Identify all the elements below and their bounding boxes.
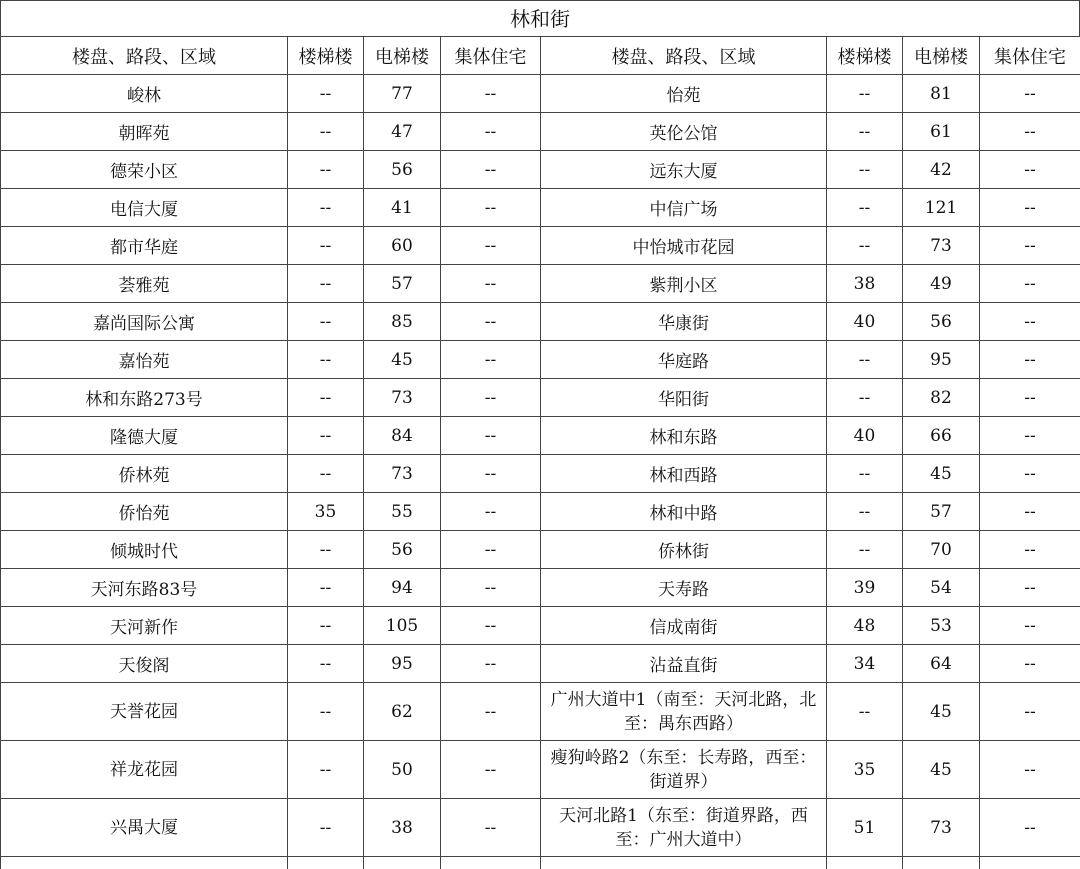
table-row [1, 493, 1080, 531]
table-cell: -- [441, 531, 541, 569]
header-cell: 楼盘、路段、区域 [541, 37, 827, 75]
table-cell: 广州大道中1（南至：天河北路，北至：禺东西路） [541, 683, 827, 741]
table-row [1, 799, 1080, 857]
table-cell: 朝晖苑 [1, 113, 288, 151]
table-cell: 英伦公馆 [541, 113, 827, 151]
table-cell: 57 [364, 265, 441, 303]
table-cell: 82 [903, 379, 980, 417]
table-cell: -- [980, 189, 1080, 227]
table-title: 林和街 [0, 0, 1080, 36]
table-cell: -- [980, 607, 1080, 645]
table-cell: -- [827, 151, 903, 189]
table-cell: 峻林 [1, 75, 288, 113]
table-cell [903, 857, 980, 869]
header-cell: 集体住宅 [980, 37, 1080, 75]
table-cell: -- [441, 189, 541, 227]
table-cell: -- [980, 265, 1080, 303]
table-cell: 倾城时代 [1, 531, 288, 569]
table-cell: 73 [903, 227, 980, 265]
table-cell: -- [980, 417, 1080, 455]
table-cell: 56 [364, 151, 441, 189]
header-cell: 楼盘、路段、区域 [1, 37, 288, 75]
table-cell: -- [441, 799, 541, 857]
table-cell: 天河东路83号 [1, 569, 288, 607]
table-cell: 61 [903, 113, 980, 151]
table-cell: 73 [364, 379, 441, 417]
table-row [1, 151, 1080, 189]
table-cell: 侨怡苑 [1, 493, 288, 531]
table-cell: 62 [364, 683, 441, 741]
table-cell: 121 [903, 189, 980, 227]
header-cell: 电梯楼 [903, 37, 980, 75]
header-cell: 集体住宅 [441, 37, 541, 75]
table-cell: 40 [827, 417, 903, 455]
table-row [1, 113, 1080, 151]
table-cell [441, 857, 541, 869]
table-cell: 中信广场 [541, 189, 827, 227]
table-cell: -- [980, 379, 1080, 417]
table-cell: -- [980, 683, 1080, 741]
table-cell: -- [980, 799, 1080, 857]
table-cell: 怡苑 [541, 75, 827, 113]
table-cell: 紫荆小区 [541, 265, 827, 303]
table-cell: -- [827, 683, 903, 741]
table-cell: -- [980, 455, 1080, 493]
table-cell: -- [288, 645, 364, 683]
header-cell: 电梯楼 [364, 37, 441, 75]
table-cell: -- [288, 683, 364, 741]
table-cell: 85 [364, 303, 441, 341]
table-cell: -- [980, 741, 1080, 799]
table-cell: 54 [903, 569, 980, 607]
table-cell: -- [827, 455, 903, 493]
table-cell: -- [980, 341, 1080, 379]
table-cell: 95 [364, 645, 441, 683]
table-cell: 天寿路 [541, 569, 827, 607]
table-row [1, 75, 1080, 113]
table-cell: -- [441, 683, 541, 741]
table-cell: -- [441, 379, 541, 417]
table-cell: 73 [364, 455, 441, 493]
housing-table [0, 36, 1080, 869]
table-cell: 电信大厦 [1, 189, 288, 227]
table-cell: 60 [364, 227, 441, 265]
table-cell: 55 [364, 493, 441, 531]
table-cell: -- [980, 113, 1080, 151]
table-cell: -- [827, 379, 903, 417]
table-row [1, 265, 1080, 303]
table-cell: -- [288, 531, 364, 569]
table-cell: -- [288, 455, 364, 493]
table-cell: 45 [903, 455, 980, 493]
table-row [1, 417, 1080, 455]
table-cell: -- [441, 607, 541, 645]
table-cell: -- [441, 455, 541, 493]
table-cell: -- [441, 417, 541, 455]
table-cell: 57 [903, 493, 980, 531]
table-cell: 56 [903, 303, 980, 341]
table-cell: 53 [903, 607, 980, 645]
table-cell: -- [980, 75, 1080, 113]
table-cell: -- [288, 113, 364, 151]
table-cell: -- [441, 227, 541, 265]
table-cell: -- [827, 113, 903, 151]
table-cell: 华康街 [541, 303, 827, 341]
header-cell: 楼梯楼 [288, 37, 364, 75]
table-cell: 远东大厦 [541, 151, 827, 189]
table-cell: -- [441, 303, 541, 341]
table-cell: 信成南街 [541, 607, 827, 645]
table-cell: 94 [364, 569, 441, 607]
table-cell: -- [980, 151, 1080, 189]
table-body [1, 75, 1080, 869]
header-row [1, 37, 1080, 75]
table-cell: -- [288, 151, 364, 189]
table-cell: -- [980, 569, 1080, 607]
table-cell: -- [288, 227, 364, 265]
table-cell: 德荣小区 [1, 151, 288, 189]
table-row-partial [1, 857, 1080, 869]
table-cell: 105 [364, 607, 441, 645]
table-cell: -- [827, 189, 903, 227]
table-row [1, 531, 1080, 569]
table-cell: 侨林苑 [1, 455, 288, 493]
table-cell: 祥龙花园 [1, 741, 288, 799]
table-cell: -- [288, 607, 364, 645]
table-cell: -- [288, 417, 364, 455]
table-cell: -- [441, 645, 541, 683]
table-cell: -- [288, 265, 364, 303]
table-cell [1, 857, 288, 869]
table-cell: 侨林街 [541, 531, 827, 569]
table-cell: 49 [903, 265, 980, 303]
table-cell: 嘉怡苑 [1, 341, 288, 379]
table-cell: 40 [827, 303, 903, 341]
header-cell: 楼梯楼 [827, 37, 903, 75]
table-cell: 华庭路 [541, 341, 827, 379]
table-cell: 50 [364, 741, 441, 799]
table-row [1, 189, 1080, 227]
table-cell: 39 [827, 569, 903, 607]
table-cell: 81 [903, 75, 980, 113]
table-cell: -- [980, 227, 1080, 265]
table-cell: -- [980, 645, 1080, 683]
table-cell: -- [441, 113, 541, 151]
table-cell: -- [441, 341, 541, 379]
table-cell: -- [441, 151, 541, 189]
table-cell: 64 [903, 645, 980, 683]
table-cell: -- [980, 303, 1080, 341]
table-cell: -- [288, 303, 364, 341]
table-cell: 34 [827, 645, 903, 683]
table-cell: 56 [364, 531, 441, 569]
table-row [1, 303, 1080, 341]
table-cell: 天俊阁 [1, 645, 288, 683]
table-cell: 45 [903, 683, 980, 741]
table-cell: 隆德大厦 [1, 417, 288, 455]
table-cell: -- [441, 569, 541, 607]
table-cell: 84 [364, 417, 441, 455]
table-row [1, 379, 1080, 417]
table-cell: 林和中路 [541, 493, 827, 531]
table-cell: -- [827, 75, 903, 113]
table-cell: -- [441, 75, 541, 113]
table-cell: -- [288, 75, 364, 113]
table-row [1, 455, 1080, 493]
table-cell: 瘦狗岭路2（东至：长寿路，西至：街道界） [541, 741, 827, 799]
table-cell: 48 [827, 607, 903, 645]
table-cell: 95 [903, 341, 980, 379]
table-cell: -- [827, 531, 903, 569]
table-cell: 35 [288, 493, 364, 531]
table-cell: 林和东路273号 [1, 379, 288, 417]
table-cell: 66 [903, 417, 980, 455]
table-cell: 天誉花园 [1, 683, 288, 741]
table-cell: -- [827, 227, 903, 265]
table-cell [288, 857, 364, 869]
table-cell: 中怡城市花园 [541, 227, 827, 265]
table-cell: -- [827, 341, 903, 379]
table-cell: 荟雅苑 [1, 265, 288, 303]
table-cell [827, 857, 903, 869]
table-cell: 天河新作 [1, 607, 288, 645]
table-cell: -- [288, 379, 364, 417]
table-cell: 73 [903, 799, 980, 857]
table-cell: -- [980, 531, 1080, 569]
table-cell: 华阳街 [541, 379, 827, 417]
table-cell: 45 [903, 741, 980, 799]
table-cell: 38 [827, 265, 903, 303]
table-cell [980, 857, 1080, 869]
table-cell: 林和东路 [541, 417, 827, 455]
table-cell: -- [980, 493, 1080, 531]
table-row [1, 645, 1080, 683]
table-row [1, 683, 1080, 741]
table-cell: 林和西路 [541, 455, 827, 493]
table-cell: -- [441, 265, 541, 303]
table-cell: 77 [364, 75, 441, 113]
table-cell: -- [441, 493, 541, 531]
table-cell: 47 [364, 113, 441, 151]
table-row [1, 569, 1080, 607]
table-cell: 35 [827, 741, 903, 799]
table-cell [364, 857, 441, 869]
table-cell: 41 [364, 189, 441, 227]
table-cell: -- [288, 741, 364, 799]
table-cell: 嘉尚国际公寓 [1, 303, 288, 341]
table-row [1, 607, 1080, 645]
table-cell: -- [827, 493, 903, 531]
table-row [1, 341, 1080, 379]
table-cell: 42 [903, 151, 980, 189]
table-cell: 45 [364, 341, 441, 379]
table-cell: 70 [903, 531, 980, 569]
table-cell: -- [288, 341, 364, 379]
table-cell: -- [288, 799, 364, 857]
table-cell: -- [441, 741, 541, 799]
table-cell: 兴禺大厦 [1, 799, 288, 857]
table-cell: 38 [364, 799, 441, 857]
table-cell: 天河北路1（东至：街道界路，西至：广州大道中） [541, 799, 827, 857]
table-cell: -- [288, 189, 364, 227]
table-cell: -- [288, 569, 364, 607]
table-row [1, 741, 1080, 799]
table-cell: 51 [827, 799, 903, 857]
table-row [1, 227, 1080, 265]
table-cell: 都市华庭 [1, 227, 288, 265]
table-cell: 沾益直街 [541, 645, 827, 683]
table-cell [541, 857, 827, 869]
